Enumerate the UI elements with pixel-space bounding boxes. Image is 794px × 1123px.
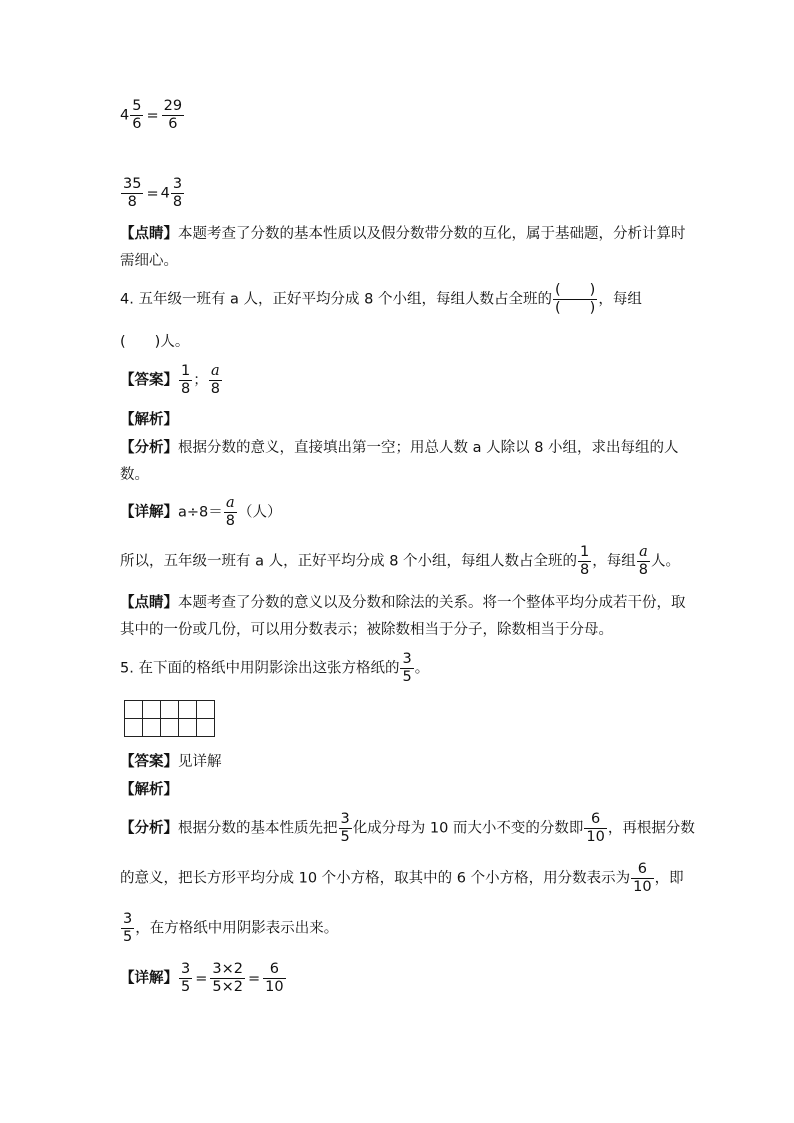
grid-cell <box>143 701 161 719</box>
fraction: $\frac{5}{6}$ <box>132 98 142 132</box>
fraction: $\frac{3}{5}$ <box>402 651 412 685</box>
review-4-line1: 【点睛】本题考查了分数的意义以及分数和除法的关系。将一个整体平均分成若干份，取 <box>120 595 686 611</box>
question-5: 5. 在下面的格纸中用阴影涂出这张方格纸的 $\frac{3}{5}$ 。 <box>120 651 430 685</box>
jiexi-label: 【解析】 <box>120 412 178 428</box>
question-4: 4. 五年级一班有 a 人，正好平均分成 8 个小组，每组人数占全班的 $\frac{( )}{( )}$ ，每组 <box>120 282 642 316</box>
analysis-5-line2: 的意义，把长方形平均分成 10 个小方格，取其中的 6 个小方格，用分数表示为 $\frac{6}{10}$ ，即 <box>120 861 684 895</box>
analysis-4-line2: 数。 <box>120 467 149 483</box>
analysis-4-line1: 【分析】根据分数的意义，直接填出第一空；用总人数 a 人除以 8 小组，求出每组的人 <box>120 440 679 456</box>
equation-improper-to-mixed: $\frac{35}{8}$ = 4 $\frac{3}{8}$ <box>123 176 183 210</box>
fraction: $\frac{1}{8}$ <box>580 544 590 578</box>
fraction: $\frac{1}{8}$ <box>181 363 191 397</box>
whole-part: 4 <box>120 107 130 124</box>
grid-cell <box>197 701 215 719</box>
fraction: $\frac{3}{5}$ <box>340 811 350 845</box>
grid-row <box>125 719 215 737</box>
conclusion-4: 所以，五年级一班有 a 人，正好平均分成 8 个小组，每组人数占全班的 $\frac{1}{8}$ ，每组 $\frac{a}{8}$ 人。 <box>120 544 681 578</box>
fraction: $\frac{6}{10}$ <box>586 811 605 845</box>
equation-mixed-to-improper: 4 $\frac{5}{6}$ = $\frac{29}{6}$ <box>120 98 183 132</box>
detail-5: 【详解】 $\frac{3}{5}$ = $\frac{3\times 2}{5\times 2}$ = $\frac{6}{10}$ <box>120 961 284 995</box>
blank-fraction: $\frac{( )}{( )}$ <box>555 282 596 316</box>
fraction: $\frac{6}{10}$ <box>633 861 652 895</box>
jiexi-label: 【解析】 <box>120 782 178 798</box>
answer-4: 【答案】 $\frac{1}{8}$ ； $\frac{a}{8}$ <box>120 363 220 397</box>
fraction: $\frac{a}{8}$ <box>225 495 235 529</box>
review-line: 需细心。 <box>120 253 178 269</box>
fraction-result: $\frac{3}{8}$ <box>172 176 183 210</box>
grid-cell <box>125 719 143 737</box>
fraction: $\frac{3}{5}$ <box>123 911 133 945</box>
fraction: $\frac{6}{10}$ <box>265 961 284 995</box>
grid-cell <box>161 719 179 737</box>
grid-paper <box>124 700 215 737</box>
analysis-5-line1: 【分析】根据分数的基本性质先把 $\frac{3}{5}$ 化成分母为 10 而大小不变的分数即 $\frac{6}{10}$ ，再根据分数 <box>120 811 695 845</box>
review-line: 【点睛】本题考查了分数的基本性质以及假分数带分数的互化，属于基础题，分析计算时 <box>120 226 686 242</box>
fraction: $\frac{3}{5}$ <box>181 961 191 995</box>
grid-cell <box>179 719 197 737</box>
fraction: $\frac{a}{8}$ <box>638 544 649 578</box>
grid-row <box>125 701 215 719</box>
question-4-line2: ( )人。 <box>120 334 190 350</box>
answer-5: 【答案】见详解 <box>120 754 222 770</box>
grid-cell <box>125 701 143 719</box>
fraction-result: $\frac{29}{6}$ <box>163 98 183 132</box>
detail-4: 【详解】a÷8＝ $\frac{a}{8}$ （人） <box>120 495 282 529</box>
grid-cell <box>197 719 215 737</box>
grid-cell <box>179 701 197 719</box>
grid-cell <box>143 719 161 737</box>
grid-cell <box>161 701 179 719</box>
fraction: $\frac{35}{8}$ <box>123 176 142 210</box>
fraction: $\frac{3\times 2}{5\times 2}$ <box>212 961 243 995</box>
review-4-line2: 其中的一份或几份，可以用分数表示；被除数相当于分子，除数相当于分母。 <box>120 622 613 638</box>
analysis-5-line3: $\frac{3}{5}$ ，在方格纸中用阴影表示出来。 <box>123 911 339 945</box>
fraction: $\frac{a}{8}$ <box>210 363 220 397</box>
